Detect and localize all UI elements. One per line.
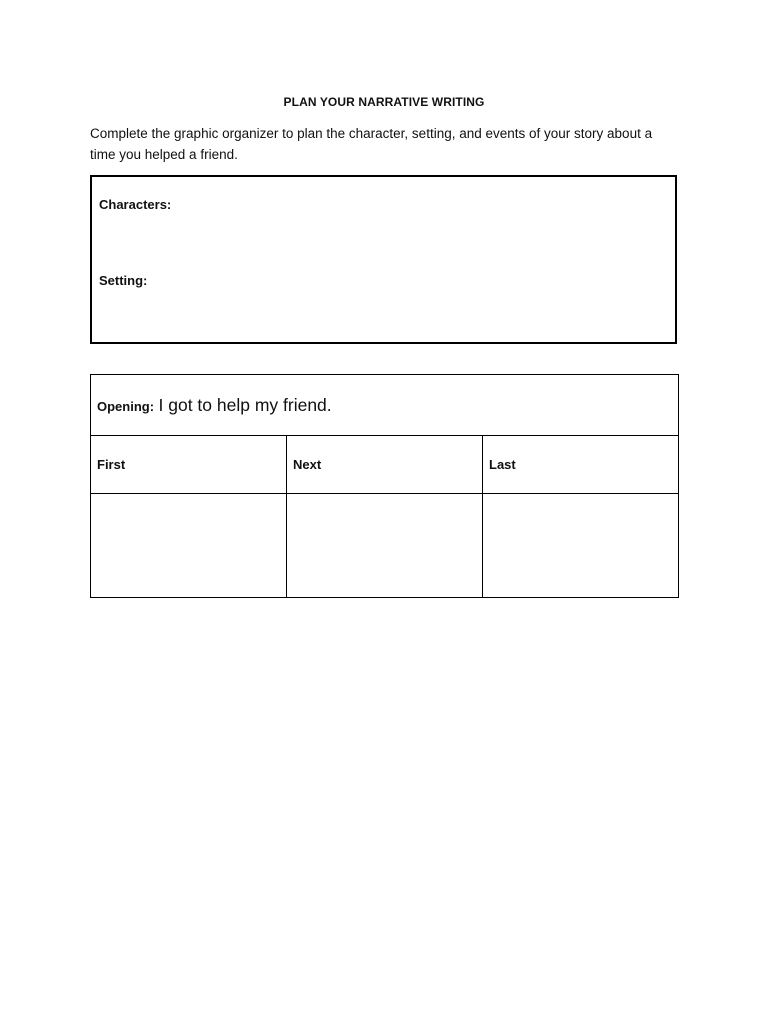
setting-label: Setting: <box>99 273 148 288</box>
column-header-first: First <box>91 436 287 494</box>
answer-cell-last <box>483 494 679 598</box>
opening-cell <box>91 375 679 436</box>
characters-setting-box <box>90 175 677 344</box>
opening-text: I got to help my friend. <box>158 394 332 415</box>
story-events-table <box>90 374 679 598</box>
column-header-last: Last <box>483 436 679 494</box>
instructions-text: Complete the graphic organizer to plan the character, setting, and events of your story about a time you helped a friend. <box>90 126 653 162</box>
characters-label: Characters: <box>99 197 172 212</box>
column-header-next: Next <box>287 436 483 494</box>
sequence-header-row <box>91 436 679 494</box>
opening-row <box>91 375 679 436</box>
sequence-answer-row <box>91 494 679 598</box>
answer-cell-next <box>287 494 483 598</box>
answer-cell-first <box>91 494 287 598</box>
opening-label: Opening: <box>97 398 155 414</box>
worksheet-title: PLAN YOUR NARRATIVE WRITING <box>283 95 485 109</box>
